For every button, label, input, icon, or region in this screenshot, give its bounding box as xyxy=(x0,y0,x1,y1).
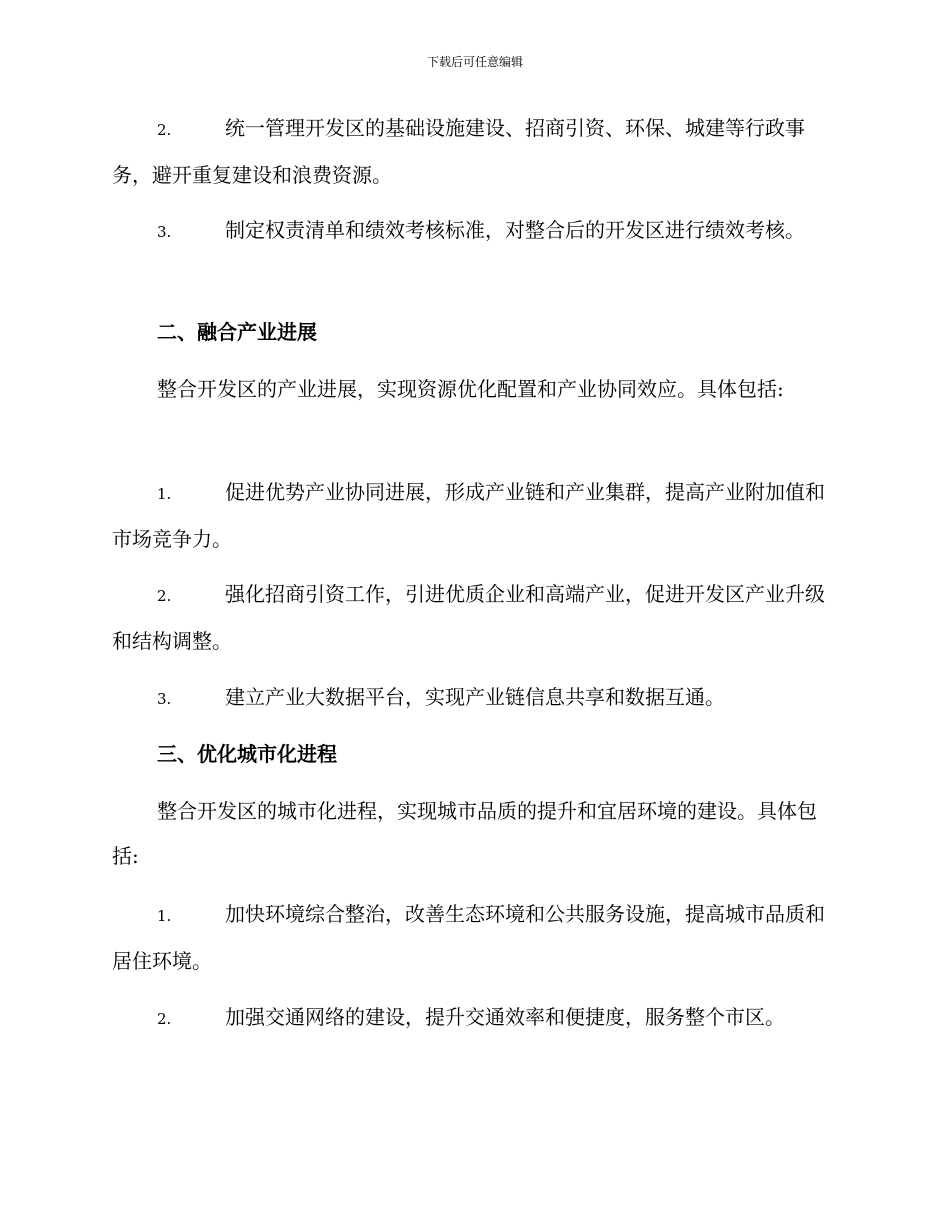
list-item xyxy=(112,675,842,722)
list-item xyxy=(112,470,842,562)
list-item-text: 促进优势产业协同进展，形成产业链和产业集群，提高产业附加值和市场竞争力。 xyxy=(112,480,825,551)
list-item-number: 2. xyxy=(157,121,172,139)
list-item-text: 强化招商引资工作，引进优质企业和高端产业，促进开发区产业升级和结构调整。 xyxy=(112,582,825,653)
paragraph: 整合开发区的城市化进程，实现城市品质的提升和宜居环境的建设。具体包括: xyxy=(112,799,817,868)
list-item xyxy=(112,995,842,1042)
list-item-text: 建立产业大数据平台，实现产业链信息共享和数据互通。 xyxy=(225,685,725,709)
section-heading: 三、优化城市化进程 xyxy=(157,742,337,766)
list-item-number: 1. xyxy=(157,485,172,503)
list-item-text: 加强交通网络的建设，提升交通效率和便捷度，服务整个市区。 xyxy=(225,1005,785,1029)
section-heading: 二、融合产业进展 xyxy=(157,320,317,344)
list-item xyxy=(112,208,842,255)
list-item xyxy=(112,892,842,984)
list-item-number: 1. xyxy=(157,907,172,925)
list-item-text: 加快环境综合整治，改善生态环境和公共服务设施，提高城市品质和居住环境。 xyxy=(112,902,825,973)
list-item xyxy=(112,106,842,198)
list-item xyxy=(112,572,842,664)
list-item-number: 2. xyxy=(157,1010,172,1028)
list-item-number: 3. xyxy=(157,223,172,241)
page-header: 下载后可任意编辑 xyxy=(426,55,523,69)
paragraph: 整合开发区的产业进展，实现资源优化配置和产业协同效应。具体包括: xyxy=(157,377,784,401)
list-item-text: 制定权责清单和绩效考核标准，对整合后的开发区进行绩效考核。 xyxy=(225,218,805,242)
list-item-number: 2. xyxy=(157,587,172,605)
list-item-number: 3. xyxy=(157,690,172,708)
list-item-text: 统一管理开发区的基础设施建设、招商引资、环保、城建等行政事务，避开重复建设和浪费资源。 xyxy=(112,116,805,187)
